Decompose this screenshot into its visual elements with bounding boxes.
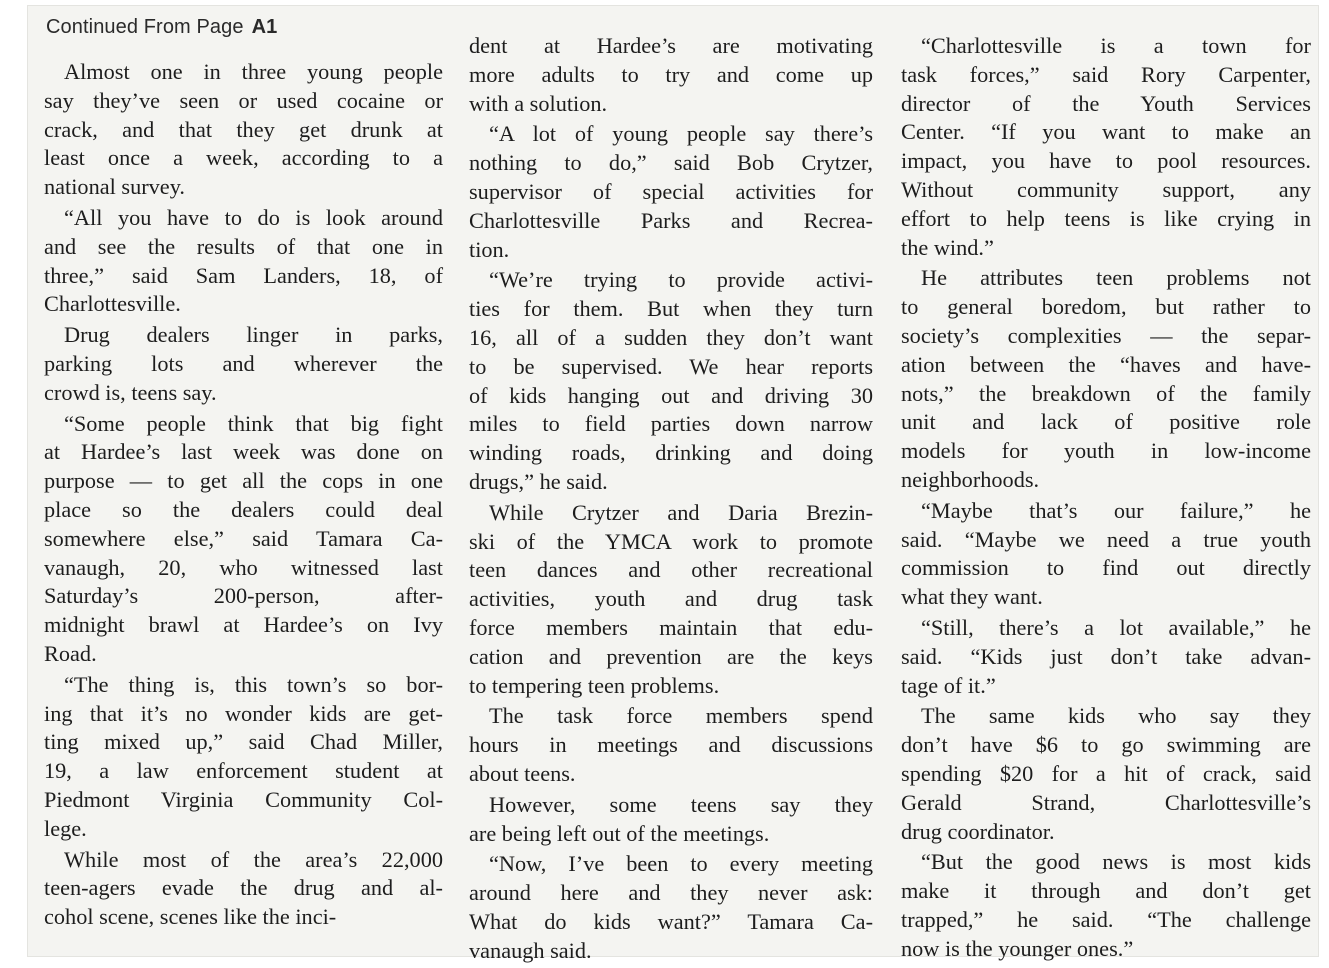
text-line: 16, all of a sudden they don’t want: [469, 324, 873, 350]
text-line: nots,” the breakdown of the family: [901, 380, 1311, 406]
text-line: national survey.: [44, 174, 185, 200]
article-paragraph: [901, 848, 1311, 963]
text-line: director of the Youth Services: [901, 90, 1311, 116]
text-line: models for youth in low-income: [901, 438, 1311, 464]
text-line: dent at Hardee’s are motivating: [469, 33, 873, 58]
text-line: don’t have $6 to go swimming are: [901, 732, 1311, 758]
text-line: crowd is, teens say.: [44, 379, 217, 405]
text-line: 19, a law enforcement student at: [44, 758, 443, 784]
text-line: “Charlottesville is a town for: [921, 33, 1311, 58]
text-line: the wind.”: [901, 234, 994, 260]
text-line: about teens.: [469, 760, 576, 786]
text-line: of kids hanging out and driving 30: [469, 382, 873, 408]
text-line: Without community support, any: [901, 176, 1311, 202]
text-line: “Maybe that’s our failure,” he: [921, 497, 1311, 523]
text-line: parking lots and wherever the: [44, 350, 443, 376]
text-line: least once a week, according to a: [44, 145, 443, 171]
text-line: neighborhoods.: [901, 466, 1040, 492]
text-line: vanaugh said.: [469, 937, 592, 963]
text-line: said. “Kids just don’t take advan-: [901, 643, 1311, 669]
text-line: “Now, I’ve been to every meeting: [489, 851, 873, 877]
article-paragraph: [901, 264, 1311, 494]
text-line: teen-agers evade the drug and al-: [44, 875, 443, 901]
text-line: miles to field parties down narrow: [469, 411, 873, 437]
text-line: more adults to try and come up: [469, 61, 873, 87]
text-line: winding roads, drinking and doing: [469, 440, 873, 466]
text-line: crack, and that they get drunk at: [44, 116, 443, 142]
text-line: somewhere else,” said Tamara Ca-: [44, 525, 443, 551]
text-line: drugs,” he said.: [469, 468, 608, 494]
text-line: teen dances and other recreational: [469, 557, 873, 583]
article-paragraph: [469, 791, 873, 849]
text-line: Drug dealers linger in parks,: [64, 322, 443, 348]
text-line: three,” said Sam Landers, 18, of: [44, 262, 443, 288]
text-line: midnight brawl at Hardee’s on Ivy: [44, 612, 443, 638]
text-line: “We’re trying to provide activi-: [489, 267, 873, 293]
text-line: ties for them. But when they turn: [469, 296, 873, 322]
text-line: However, some teens say they: [489, 791, 873, 817]
text-line: “All you have to do is look around: [64, 204, 443, 230]
article-paragraph: [44, 846, 443, 932]
text-line: “But the good news is most kids: [921, 849, 1311, 875]
text-line: make it through and don’t get: [901, 878, 1311, 904]
text-line: ation between the “haves and have-: [901, 351, 1311, 377]
text-line: place so the dealers could deal: [44, 496, 443, 522]
article-paragraph: [44, 321, 443, 407]
article-column-2: [469, 32, 873, 968]
article-paragraph: [901, 32, 1311, 262]
text-line: activities, youth and drug task: [469, 586, 873, 612]
text-line: hours in meetings and discussions: [469, 732, 873, 758]
text-line: with a solution.: [469, 90, 608, 116]
article-paragraph: [44, 410, 443, 669]
article-column-3: [901, 32, 1311, 966]
text-line: Gerald Strand, Charlottesville’s: [901, 789, 1311, 815]
text-line: purpose — to get all the cops in one: [44, 468, 443, 494]
text-line: trapped,” he said. “The challenge: [901, 906, 1311, 932]
text-line: supervisor of special activities for: [469, 178, 873, 204]
article-column-1: [44, 58, 443, 934]
text-line: tage of it.”: [901, 672, 996, 698]
text-line: Road.: [44, 640, 97, 666]
text-line: nothing to do,” said Bob Crytzer,: [469, 150, 873, 176]
text-line: Almost one in three young people: [64, 59, 443, 84]
text-line: unit and lack of positive role: [901, 409, 1311, 435]
text-line: Charlottesville Parks and Recrea-: [469, 207, 873, 233]
article-paragraph: [469, 32, 873, 118]
text-line: said. “Maybe we need a true youth: [901, 526, 1311, 552]
text-line: He attributes teen problems not: [921, 265, 1311, 291]
text-line: say they’ve seen or used cocaine or: [44, 87, 443, 113]
continued-from-text: Continued From Page: [46, 16, 244, 38]
article-paragraph: [44, 58, 443, 202]
text-line: to general boredom, but rather to: [901, 294, 1311, 320]
article-paragraph: [469, 850, 873, 965]
text-line: society’s complexities — the separ-: [901, 322, 1311, 348]
text-line: tion.: [469, 236, 510, 262]
text-line: force members maintain that edu-: [469, 614, 873, 640]
text-line: The task force members spend: [489, 703, 873, 729]
text-line: what they want.: [901, 584, 1043, 610]
article-paragraph: [469, 266, 873, 496]
text-line: and see the results of that one in: [44, 233, 443, 259]
text-line: cation and prevention are the keys: [469, 643, 873, 669]
text-line: ting mixed up,” said Chad Miller,: [44, 729, 443, 755]
text-line: “Some people think that big fight: [64, 410, 443, 436]
text-line: effort to help teens is like crying in: [901, 205, 1311, 231]
text-line: While most of the area’s 22,000: [64, 846, 443, 872]
text-line: vanaugh, 20, who witnessed last: [44, 554, 443, 580]
article-paragraph: [44, 671, 443, 844]
text-line: What do kids want?” Tamara Ca-: [469, 908, 873, 934]
continued-from-label: [46, 16, 277, 39]
text-line: spending $20 for a hit of crack, said: [901, 760, 1311, 786]
text-line: at Hardee’s last week was done on: [44, 439, 443, 465]
continued-page-number: A1: [251, 16, 278, 38]
text-line: While Crytzer and Daria Brezin-: [489, 499, 873, 525]
text-line: to tempering teen problems.: [469, 672, 720, 698]
text-line: ing that it’s no wonder kids are get-: [44, 700, 443, 726]
text-line: commission to find out directly: [901, 555, 1311, 581]
text-line: Charlottesville.: [44, 291, 181, 317]
article-paragraph: [44, 204, 443, 319]
article-paragraph: [469, 120, 873, 264]
text-line: lege.: [44, 815, 87, 841]
text-line: task forces,” said Rory Carpenter,: [901, 61, 1311, 87]
article-paragraph: [469, 499, 873, 701]
text-line: cohol scene, scenes like the inci-: [44, 904, 337, 930]
article-paragraph: [901, 614, 1311, 700]
text-line: to be supervised. We hear reports: [469, 353, 873, 379]
text-line: around here and they never ask:: [469, 880, 873, 906]
text-line: Saturday’s 200-person, after-: [44, 583, 443, 609]
text-line: The same kids who say they: [921, 703, 1311, 729]
article-paragraph: [901, 702, 1311, 846]
text-line: ski of the YMCA work to promote: [469, 528, 873, 554]
text-line: now is the younger ones.”: [901, 935, 1134, 961]
text-line: “Still, there’s a lot available,” he: [921, 614, 1311, 640]
text-line: “The thing is, this town’s so bor-: [64, 671, 443, 697]
article-paragraph: [901, 497, 1311, 612]
text-line: are being left out of the meetings.: [469, 820, 770, 846]
text-line: “A lot of young people say there’s: [489, 121, 873, 147]
article-paragraph: [469, 702, 873, 788]
text-line: Center. “If you want to make an: [901, 119, 1311, 145]
text-line: Piedmont Virginia Community Col-: [44, 786, 443, 812]
text-line: impact, you have to pool resources.: [901, 148, 1311, 174]
text-line: drug coordinator.: [901, 818, 1055, 844]
